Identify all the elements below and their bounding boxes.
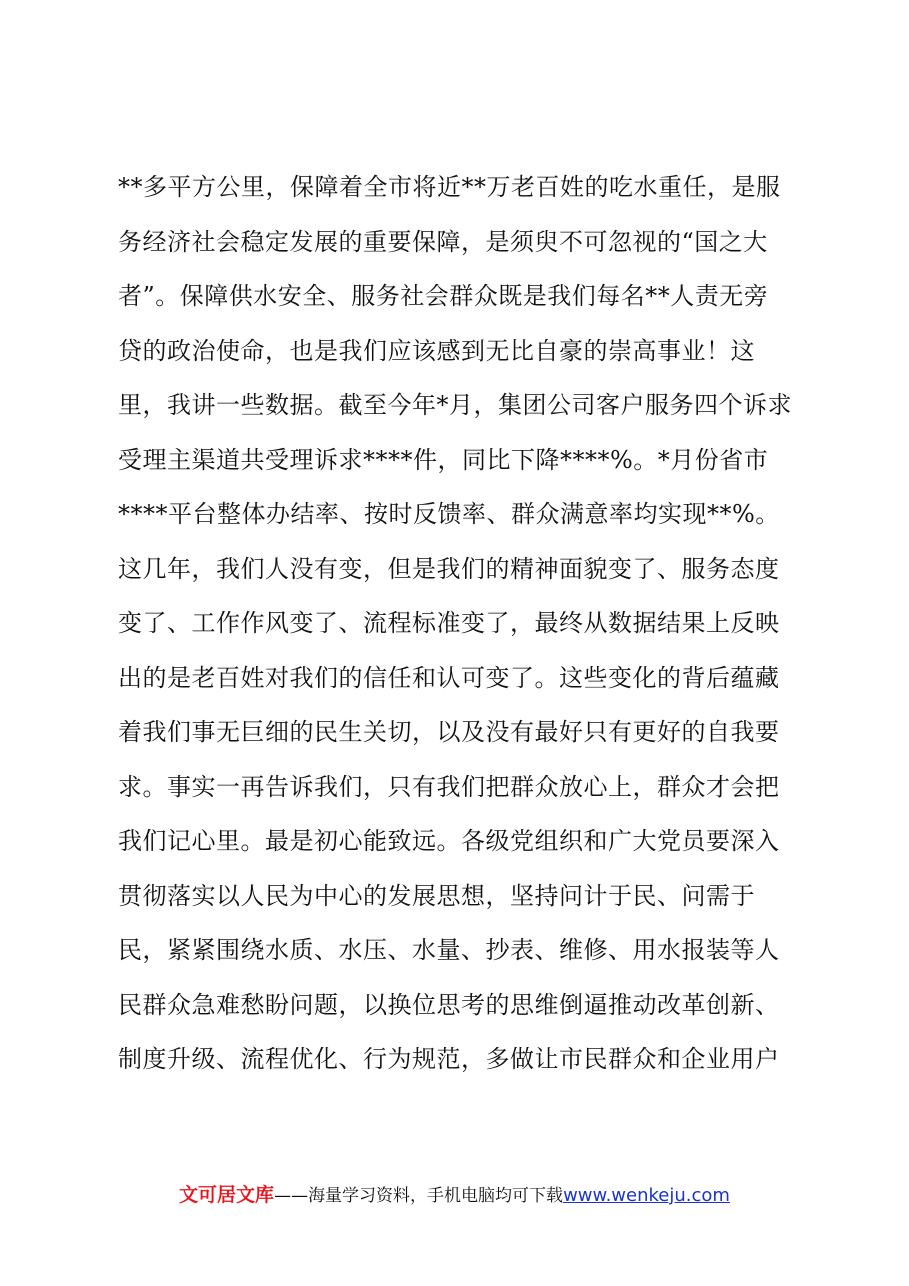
text-line: 贯彻落实以人民为中心的发展思想，坚持问计于民、问需于: [118, 881, 755, 910]
text-line: 民，紧紧围绕水质、水压、水量、抄表、维修、用水报装等人: [118, 936, 780, 964]
text-line: 制度升级、流程优化、行为规范，多做让市民群众和企业用户: [118, 1045, 780, 1073]
footer-brand: 文可居文库: [179, 1184, 275, 1206]
body-text: [118, 160, 798, 1087]
text-line: 受理主渠道共受理诉求****件，同比下降****%。*月份省市: [118, 445, 769, 474]
text-line: **多平方公里，保障着全市将近**万老百姓的吃水重任，是服: [118, 173, 781, 201]
text-line: 出的是老百姓对我们的信任和认可变了。这些变化的背后蕴藏: [118, 663, 780, 692]
text-line: 务经济社会稳定发展的重要保障，是须臾不可忽视的“国之大: [118, 227, 768, 256]
text-line: 民群众急难愁盼问题，以换位思考的思维倒逼推动改革创新、: [118, 990, 780, 1019]
text-line: 着我们事无巨细的民生关切，以及没有最好只有更好的自我要: [118, 718, 780, 746]
text-line: 这几年，我们人没有变，但是我们的精神面貌变了、服务态度: [118, 554, 780, 583]
text-line: 变了、工作作风变了、流程标准变了，最终从数据结果上反映: [118, 609, 780, 637]
footer-website-link[interactable]: www.wenkeju.com: [563, 1185, 730, 1206]
text-line: 贷的政治使命，也是我们应该感到无比自豪的崇高事业！这: [118, 336, 755, 365]
footer: [0, 1180, 909, 1211]
text-line: ****平台整体办结率、按时反馈率、群众满意率均实现**%。: [118, 500, 780, 528]
text-line: 我们记心里。最是初心能致远。各级党组织和广大党员要深入: [118, 827, 780, 855]
text-line: 里，我讲一些数据。截至今年*月，集团公司客户服务四个诉求: [118, 391, 792, 419]
text-line: 求。事实一再告诉我们，只有我们把群众放心上，群众才会把: [118, 772, 780, 801]
footer-tagline: ——海量学习资料，手机电脑均可下载: [274, 1186, 564, 1206]
text-line: 者”。保障供水安全、服务社会群众既是我们每名**人责无旁: [118, 282, 769, 310]
